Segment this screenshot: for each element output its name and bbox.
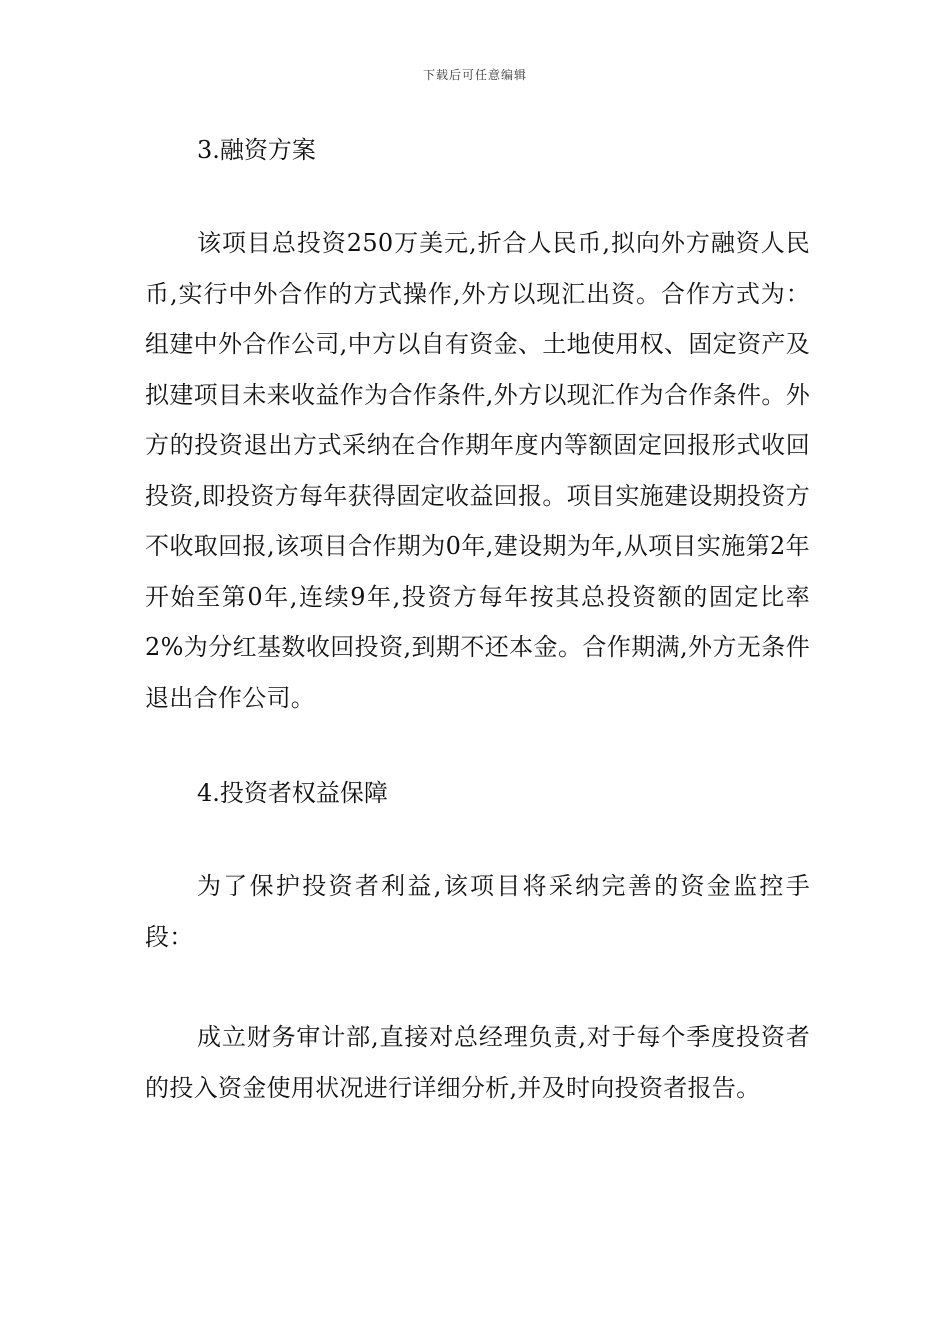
paragraph-financing-plan: 该项目总投资250万美元,折合人民币,拟向外方融资人民币,实行中外合作的方式操作,外方以现汇出资。合作方式为：组建中外合作公司,中方以自有资金、土地使用权、固定资产及拟建项目未来收益作为合作条件,外方以现汇作为合作条件。外方的投资退出方式采纳在合作期年度内等额固定回报形式收回投资,即投资方每年获得固定收益回报。项目实施建设期投资方不收取回报,该项目合作期为0年,建设期为年,从项目实施第2年开始至第0年,连续9年,投资方每年按其总投资额的固定比率2%为分红基数收回投资,到期不还本金。合作期满,外方无条件退出合作公司。 bbox=[145, 229, 810, 712]
document-body bbox=[145, 132, 810, 1113]
paragraph-investor-protection-intro: 为了保护投资者利益,该项目将采纳完善的资金监控手段： bbox=[145, 872, 810, 951]
section-heading-financing-plan: 3.融资方案 bbox=[197, 136, 316, 164]
section-heading-investor-protection: 4.投资者权益保障 bbox=[197, 779, 388, 807]
page-header-note: 下载后可任意编辑 bbox=[422, 68, 527, 82]
paragraph-audit-department: 成立财务审计部,直接对总经理负责,对于每个季度投资者的投入资金使用状况进行详细分析,并及时向投资者报告。 bbox=[145, 1023, 810, 1102]
